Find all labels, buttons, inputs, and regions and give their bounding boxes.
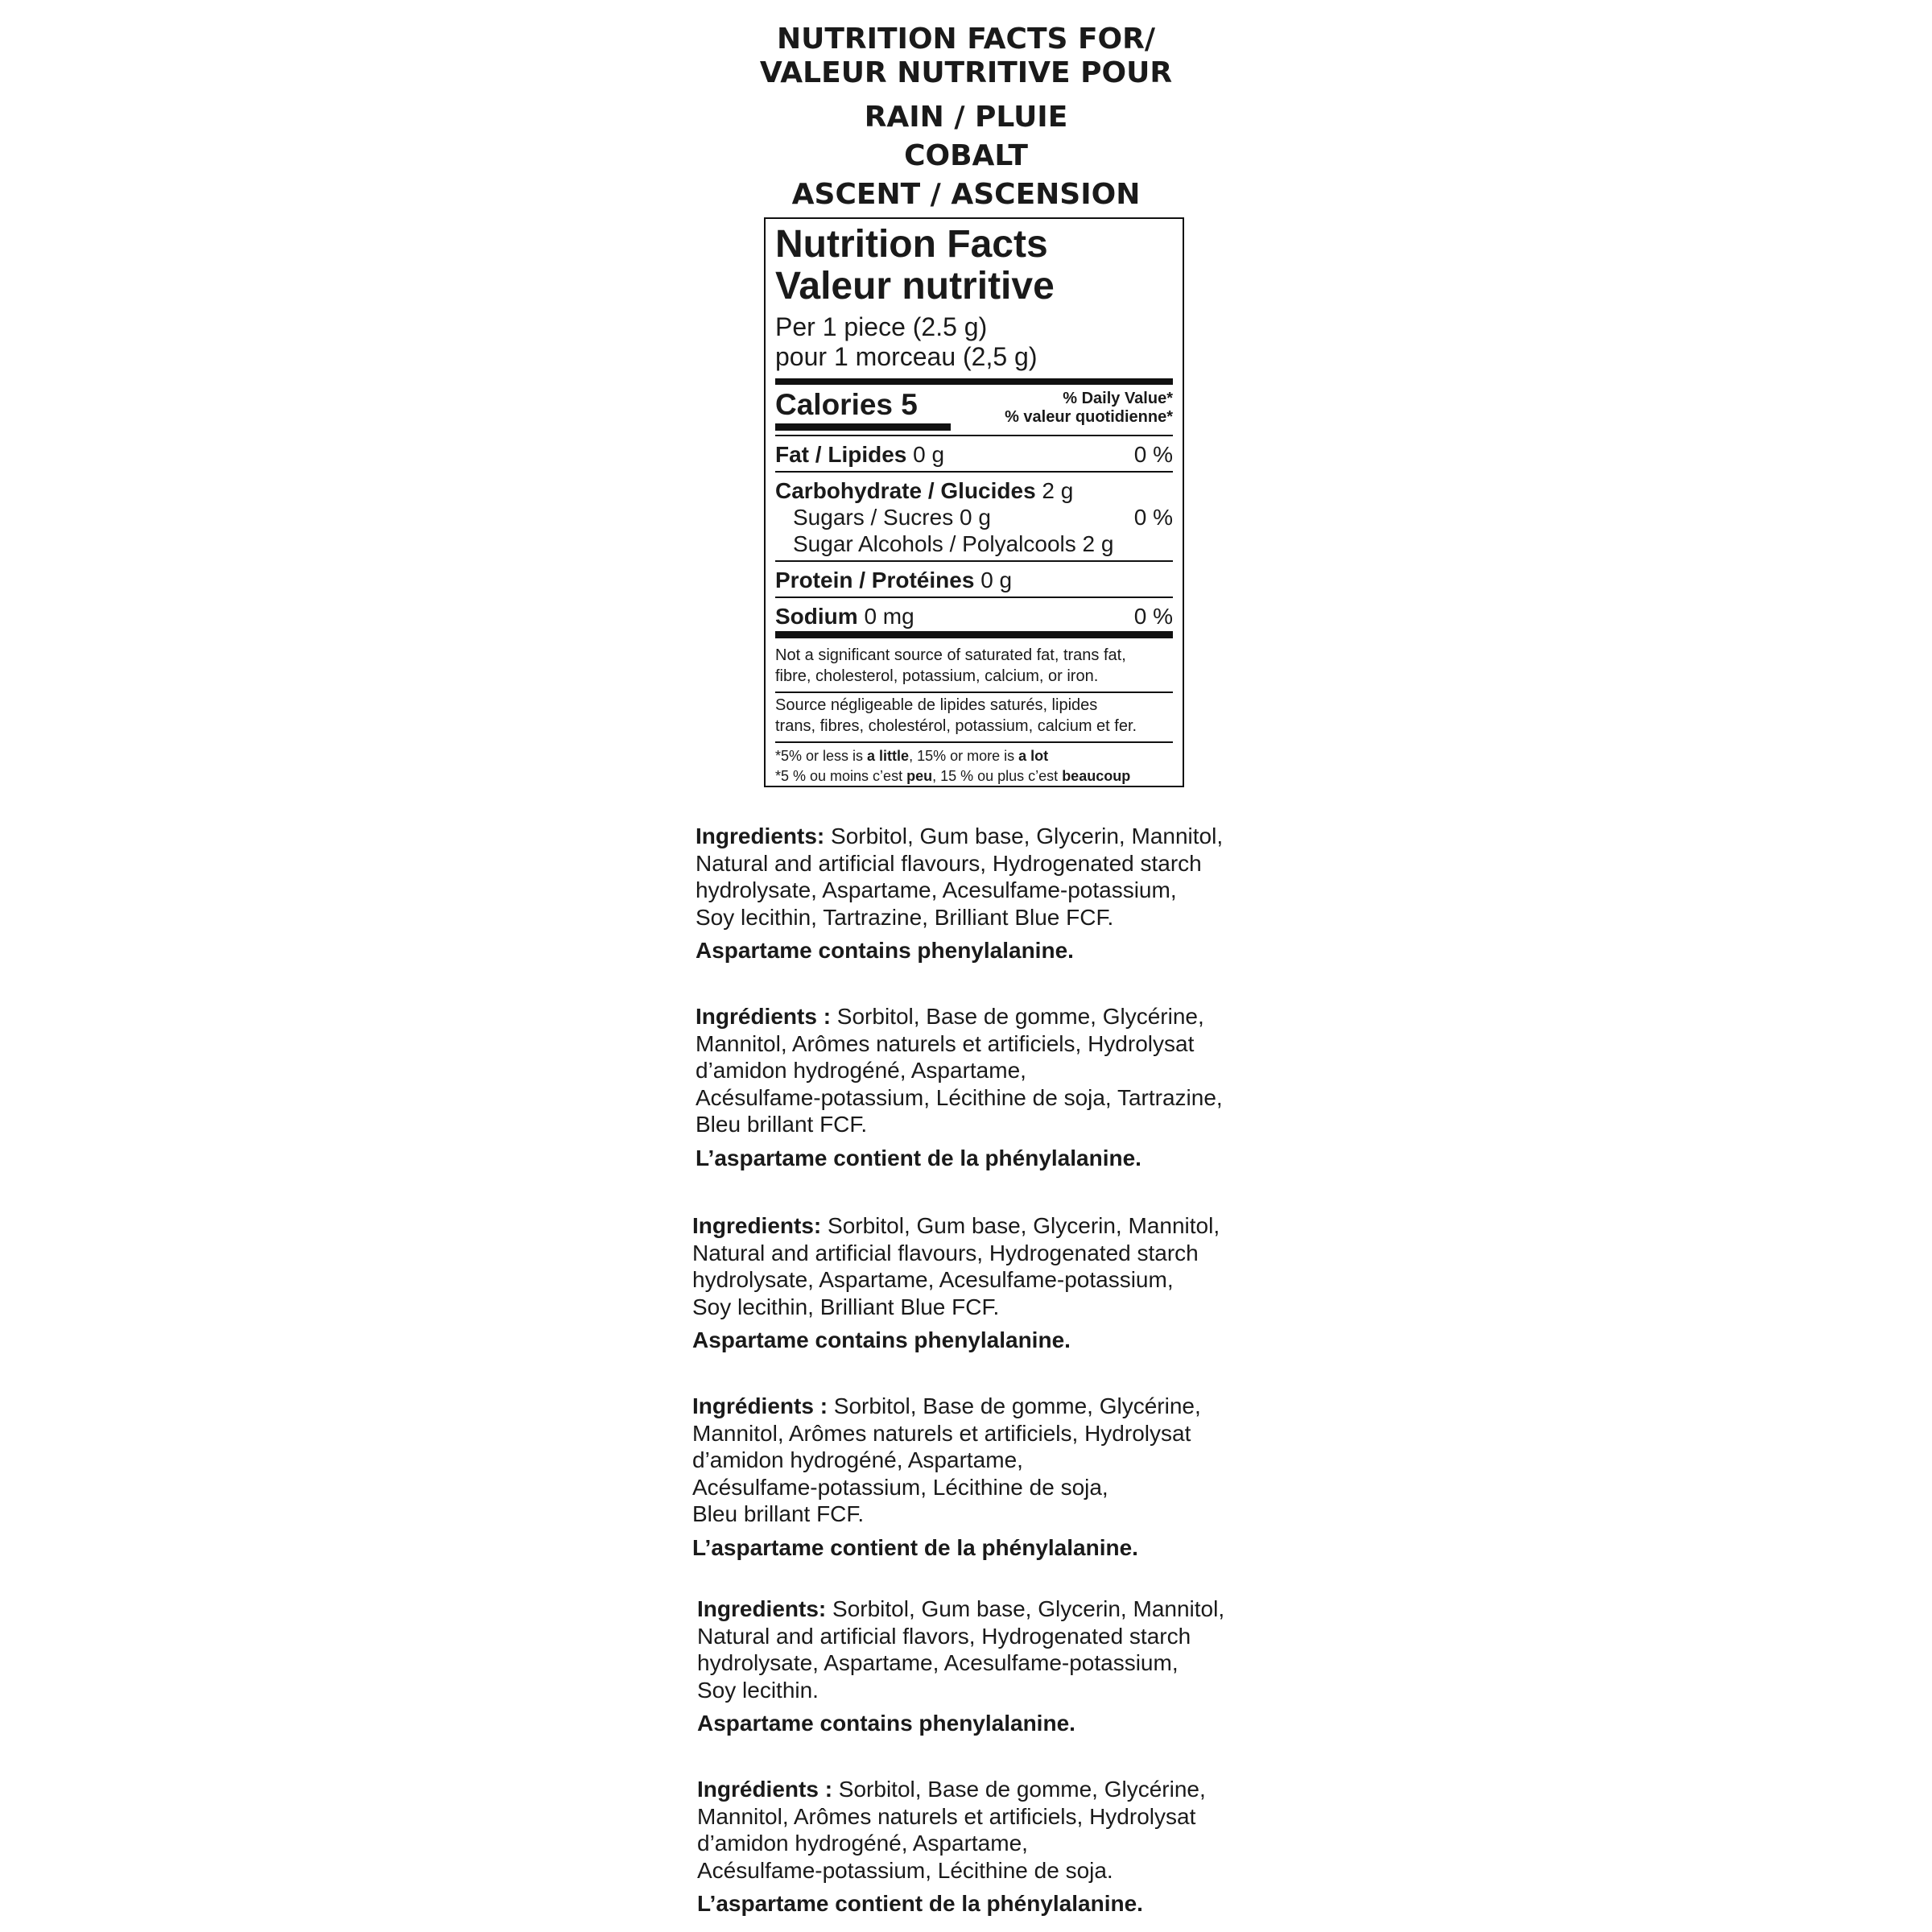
ingredients-line: hydrolysate, Aspartame, Acesulfame-potassium,	[696, 877, 1177, 902]
ingredients-line	[696, 1003, 1307, 1030]
note-fr	[775, 693, 1173, 737]
allergen-warning: L’aspartame contient de la phénylalanine.	[697, 1891, 1143, 1916]
ingredients-line: Natural and artificial flavours, Hydrogenated starch	[692, 1240, 1199, 1265]
daily-value-en: % Daily Value*	[1063, 390, 1173, 407]
ingredients-line	[697, 1776, 1309, 1803]
ingredients-line	[692, 1393, 1304, 1420]
ingredients-line: hydrolysate, Aspartame, Acesulfame-potassium,	[692, 1267, 1174, 1292]
ingredients-line: Mannitol, Arômes naturels et artificiels, Hydrolysat	[697, 1803, 1196, 1829]
panel-title-fr: Valeur nutritive	[775, 265, 1055, 308]
sugars-label: Sugars / Sucres 0 g	[793, 505, 991, 530]
note-fr-line-2: trans, fibres, cholestérol, potassium, calcium et fer.	[775, 717, 1137, 735]
ingredients-line: hydrolysate, Aspartame, Acesulfame-potassium,	[697, 1650, 1179, 1675]
carbohydrate-label: Carbohydrate / Glucides	[775, 478, 1036, 503]
ingredients-block-fr-3	[697, 1776, 1309, 1918]
allergen-warning: L’aspartame contient de la phénylalanine.	[696, 1145, 1141, 1170]
sodium-label: Sodium	[775, 604, 858, 629]
carbohydrate-amount: 2 g	[1042, 478, 1074, 503]
calories-label: Calories 5	[775, 388, 918, 421]
footnote-en-little: a little	[867, 748, 910, 764]
footnote-en	[775, 746, 1173, 766]
ingredients-line: Mannitol, Arômes naturels et artificiels, Hydrolysat	[696, 1030, 1195, 1056]
sodium-row	[775, 598, 1173, 630]
sugar-alcohols-row	[775, 530, 1173, 560]
allergen-warning: Aspartame contains phenylalanine.	[692, 1327, 1071, 1352]
fat-amount: 0 g	[913, 442, 945, 467]
sugars-dv: 0 %	[1133, 505, 1173, 530]
calories-row	[775, 385, 1173, 431]
ingredients-block-en-3	[697, 1596, 1309, 1737]
ingredients-text: Sorbitol, Base de gomme, Glycérine,	[831, 1004, 1204, 1029]
ingredients-block-fr-2	[692, 1393, 1304, 1561]
fat-row	[775, 436, 1173, 471]
ingredients-line: Soy lecithin.	[697, 1677, 819, 1703]
ingredients-block-en-2	[692, 1212, 1304, 1354]
note-fr-line-1: Source négligeable de lipides saturés, lipides	[775, 696, 1098, 714]
protein-label: Protein / Protéines	[775, 568, 975, 592]
ingredients-line: d’amidon hydrogéné, Aspartame,	[692, 1447, 1023, 1472]
footnote-fr-beaucoup: beaucoup	[1062, 768, 1131, 784]
serving-size-fr: pour 1 morceau (2,5 g)	[775, 342, 1038, 371]
ingredients-line: Soy lecithin, Tartrazine, Brilliant Blue FCF.	[696, 904, 1114, 930]
ingredients-line: Bleu brillant FCF.	[696, 1112, 868, 1137]
protein-amount: 0 g	[980, 568, 1013, 592]
daily-value-footnote	[775, 743, 1173, 786]
footnote-fr-peu: peu	[906, 768, 933, 784]
footnote-en-text: , 15% or more is	[909, 748, 1019, 764]
ingredients-label: Ingredients:	[692, 1213, 822, 1238]
daily-value-fr: % valeur quotidienne*	[1005, 408, 1173, 426]
ingredients-block-en-1	[696, 823, 1307, 964]
protein-row	[775, 562, 1173, 597]
nutrition-facts-panel	[764, 217, 1184, 787]
ingredients-line: Mannitol, Arômes naturels et artificiels, Hydrolysat	[692, 1420, 1191, 1446]
ingredients-line	[696, 823, 1307, 850]
ingredients-label: Ingredients:	[696, 824, 825, 848]
ingredients-line: Acésulfame-potassium, Lécithine de soja, Tartrazine,	[696, 1084, 1223, 1110]
footnote-en-lot: a lot	[1018, 748, 1049, 764]
serving-size-en: Per 1 piece (2.5 g)	[775, 312, 988, 341]
footnote-en-text: *5% or less is	[775, 748, 868, 764]
footnote-fr-text: , 15 % ou plus c’est	[932, 768, 1063, 784]
ingredients-text: Sorbitol, Base de gomme, Glycérine,	[828, 1393, 1201, 1418]
allergen-warning: Aspartame contains phenylalanine.	[697, 1711, 1075, 1736]
allergen-warning: L’aspartame contient de la phénylalanine.	[692, 1534, 1138, 1560]
carbohydrate-row	[775, 473, 1173, 504]
ingredients-line: Acésulfame-potassium, Lécithine de soja.	[697, 1857, 1113, 1883]
note-en	[775, 638, 1173, 687]
ingredients-label: Ingredients:	[697, 1596, 827, 1621]
ingredients-line: d’amidon hydrogéné, Aspartame,	[697, 1831, 1028, 1856]
header-flavour-cobalt: COBALT	[904, 139, 1028, 172]
panel-title-en: Nutrition Facts	[775, 223, 1048, 266]
header-line-1: NUTRITION FACTS FOR/	[776, 23, 1156, 56]
ingredients-text: Sorbitol, Gum base, Glycerin, Mannitol,	[824, 824, 1224, 848]
ingredients-text: Sorbitol, Base de gomme, Glycérine,	[832, 1777, 1206, 1802]
ingredients-line: Soy lecithin, Brilliant Blue FCF.	[692, 1294, 1000, 1319]
ingredients-line: Natural and artificial flavours, Hydrogenated starch	[696, 850, 1202, 876]
ingredients-text: Sorbitol, Gum base, Glycerin, Mannitol,	[826, 1596, 1225, 1621]
footnote-fr-text: *5 % ou moins c’est	[775, 768, 907, 784]
sugars-row	[775, 504, 1173, 530]
ingredients-block-fr-1	[696, 1003, 1307, 1171]
fat-label: Fat / Lipides	[775, 442, 907, 467]
sugar-alcohols-label: Sugar Alcohols / Polyalcools 2 g	[793, 531, 1114, 556]
calories-bar	[775, 423, 951, 431]
sodium-dv: 0 %	[1133, 604, 1173, 629]
ingredients-text: Sorbitol, Gum base, Glycerin, Mannitol,	[821, 1213, 1220, 1238]
note-en-line-1: Not a significant source of saturated fat, trans fat,	[775, 646, 1126, 664]
ingredients-line: Bleu brillant FCF.	[692, 1501, 865, 1526]
header-flavour-ascent: ASCENT / ASCENSION	[791, 178, 1141, 211]
divider-heavy	[775, 631, 1173, 638]
ingredients-line: Natural and artificial flavors, Hydrogenated starch	[697, 1623, 1191, 1649]
header-flavour-rain: RAIN / PLUIE	[864, 101, 1068, 134]
divider-thick	[775, 378, 1173, 385]
fat-dv: 0 %	[1133, 442, 1173, 467]
ingredients-line: Acésulfame-potassium, Lécithine de soja,	[692, 1474, 1108, 1500]
product-header	[0, 23, 1932, 214]
ingredients-label: Ingrédients :	[697, 1777, 833, 1802]
allergen-warning: Aspartame contains phenylalanine.	[696, 938, 1074, 963]
ingredients-line	[697, 1596, 1309, 1623]
ingredients-line: d’amidon hydrogéné, Aspartame,	[696, 1058, 1026, 1083]
ingredients-line	[692, 1212, 1304, 1240]
header-line-2: VALEUR NUTRITIVE POUR	[759, 56, 1173, 89]
ingredients-label: Ingrédients :	[696, 1004, 832, 1029]
ingredients-label: Ingrédients :	[692, 1393, 828, 1418]
daily-value-heading	[1005, 390, 1173, 427]
footnote-fr	[775, 766, 1173, 786]
sodium-amount: 0 mg	[864, 604, 914, 629]
note-en-line-2: fibre, cholesterol, potassium, calcium, or iron.	[775, 667, 1099, 685]
